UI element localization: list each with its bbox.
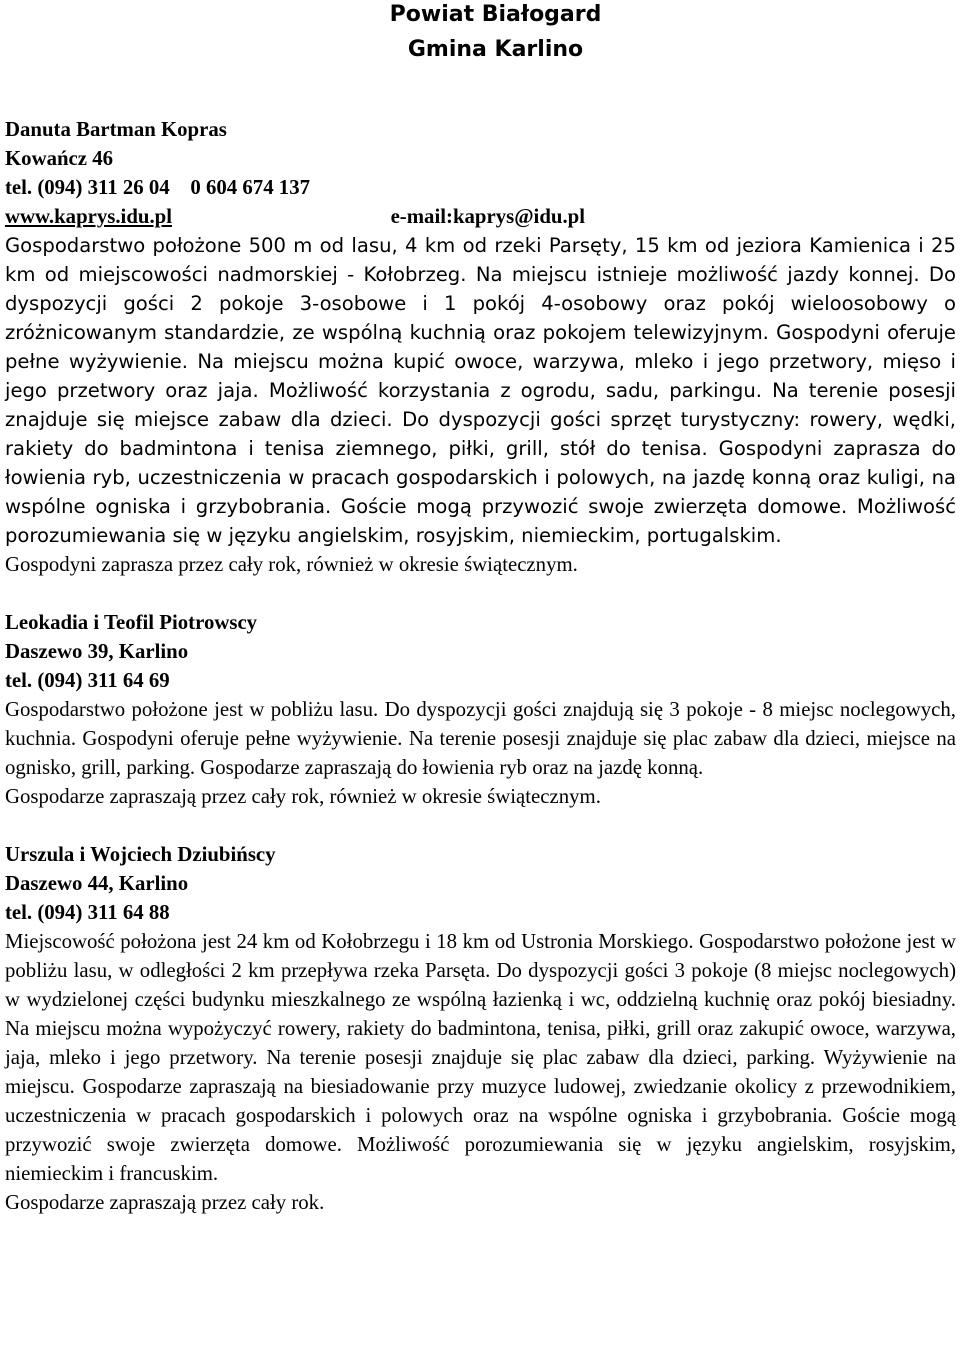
entry-description: Miejscowość położona jest 24 km od Kołobrzegu i 18 km od Ustronia Morskiego. Gospodarstwo położone jest w pobliżu lasu, w odległości 2 km przepływa rzeka Parsęta. Do dyspozycji gości 3 pokoje (8 miejsc noclegowych) w wydzielonej części budynku mieszkalnego ze wspólną łazienką i wc, oddzielną kuchnię oraz pokój biesiadny. Na miejscu można wypożyczyć rowery, rakiety do badmintona, tenisa, piłki, grill oraz zakupić owoce, warzywa, jaja, mleko i jego przetwory. Na terenie posesji znajduje się plac zabaw dla dzieci, parking. Wyżywienie na miejscu. Gospodarze zapraszają na biesiadowanie przy muzyce ludowej, zwiedzanie okolicy z przewodnikiem, uczestniczenia w pracach gospodarskich i polowych oraz na wspólne ogniska i grzybobrania. Goście mogą przywozić swoje zwierzęta domowe. Możliwość porozumiewania się w języku angielskim, rosyjskim, niemieckim i francuskim. [5, 930, 956, 1185]
entry-phone: tel. (094) 311 26 04 0 604 674 137 [5, 176, 310, 199]
entry-phone: tel. (094) 311 64 69 [5, 669, 170, 692]
document-page [5, 0, 956, 1217]
entry-name: Leokadia i Teofil Piotrowscy [5, 611, 258, 634]
entry-bartman-kopras [5, 115, 956, 579]
entry-closing: Gospodarze zapraszają przez cały rok, również w okresie świątecznym. [5, 785, 601, 808]
entry-address: Daszewo 39, Karlino [5, 640, 189, 663]
entry-phone: tel. (094) 311 64 88 [5, 901, 170, 924]
entry-closing: Gospodarze zapraszają przez cały rok. [5, 1191, 325, 1214]
county-heading: Powiat Białogard [389, 2, 602, 27]
entry-description: Gospodarstwo położone 500 m od lasu, 4 km od rzeki Parsęty, 15 km od jeziora Kamienica i 25 km od miejscowości nadmorskiej - Kołobrzeg. Na miejscu istnieje możliwość jazdy konnej. Do dyspozycji gości 2 pokoje 3-osobowe i 1 pokój 4-osobowy oraz pokój wieloosobowy o zróżnicowanym standardzie, ze wspólną kuchnią oraz pokojem telewizyjnym. Gospodyni oferuje pełne wyżywienie. Na miejscu można kupić owoce, warzywa, mleko i jego przetwory, mięso i jego przetwory oraz jaja. Możliwość korzystania z ogrodu, sadu, parkingu. Na terenie posesji znajduje się miejsce zabaw dla dzieci. Do dyspozycji gości sprzęt turystyczny: rowery, wędki, rakiety do badmintona i tenisa ziemnego, piłki, grill, stół do tenisa. Gospodyni zaprasza do łowienia ryb, uczestniczenia w pracach gospodarskich i polowych, na jazdę konną oraz kuligi, na wspólne ogniska i grzybobrania. Goście mogą przywozić swoje zwierzęta domowe. Możliwość porozumiewania się w języku angielskim, rosyjskim, niemieckim, portugalskim. [5, 234, 956, 547]
entry-address: Kowańcz 46 [5, 147, 114, 170]
entry-closing: Gospodyni zaprasza przez cały rok, również w okresie świątecznym. [5, 553, 578, 576]
entry-name: Urszula i Wojciech Dziubińscy [5, 843, 276, 866]
entry-name: Danuta Bartman Kopras [5, 118, 227, 141]
entry-contact-line [5, 202, 585, 231]
entry-address: Daszewo 44, Karlino [5, 872, 189, 895]
entry-description: Gospodarstwo położone jest w pobliżu lasu. Do dyspozycji gości znajdują się 3 pokoje - 8 miejsc noclegowych, kuchnia. Gospodyni oferuje pełne wyżywienie. Na terenie posesji znajduje się plac zabaw dla dzieci, miejsce na ognisko, grill, parking. Gospodarze zapraszają do łowienia ryb oraz na jazdę konną. [5, 698, 956, 779]
entry-piotrowscy [5, 608, 956, 811]
municipality-heading: Gmina Karlino [407, 37, 584, 62]
email-address: e-mail:kaprys@idu.pl [390, 205, 585, 228]
entry-dziubinscy [5, 840, 956, 1217]
website-link[interactable]: www.kaprys.idu.pl [5, 205, 173, 228]
